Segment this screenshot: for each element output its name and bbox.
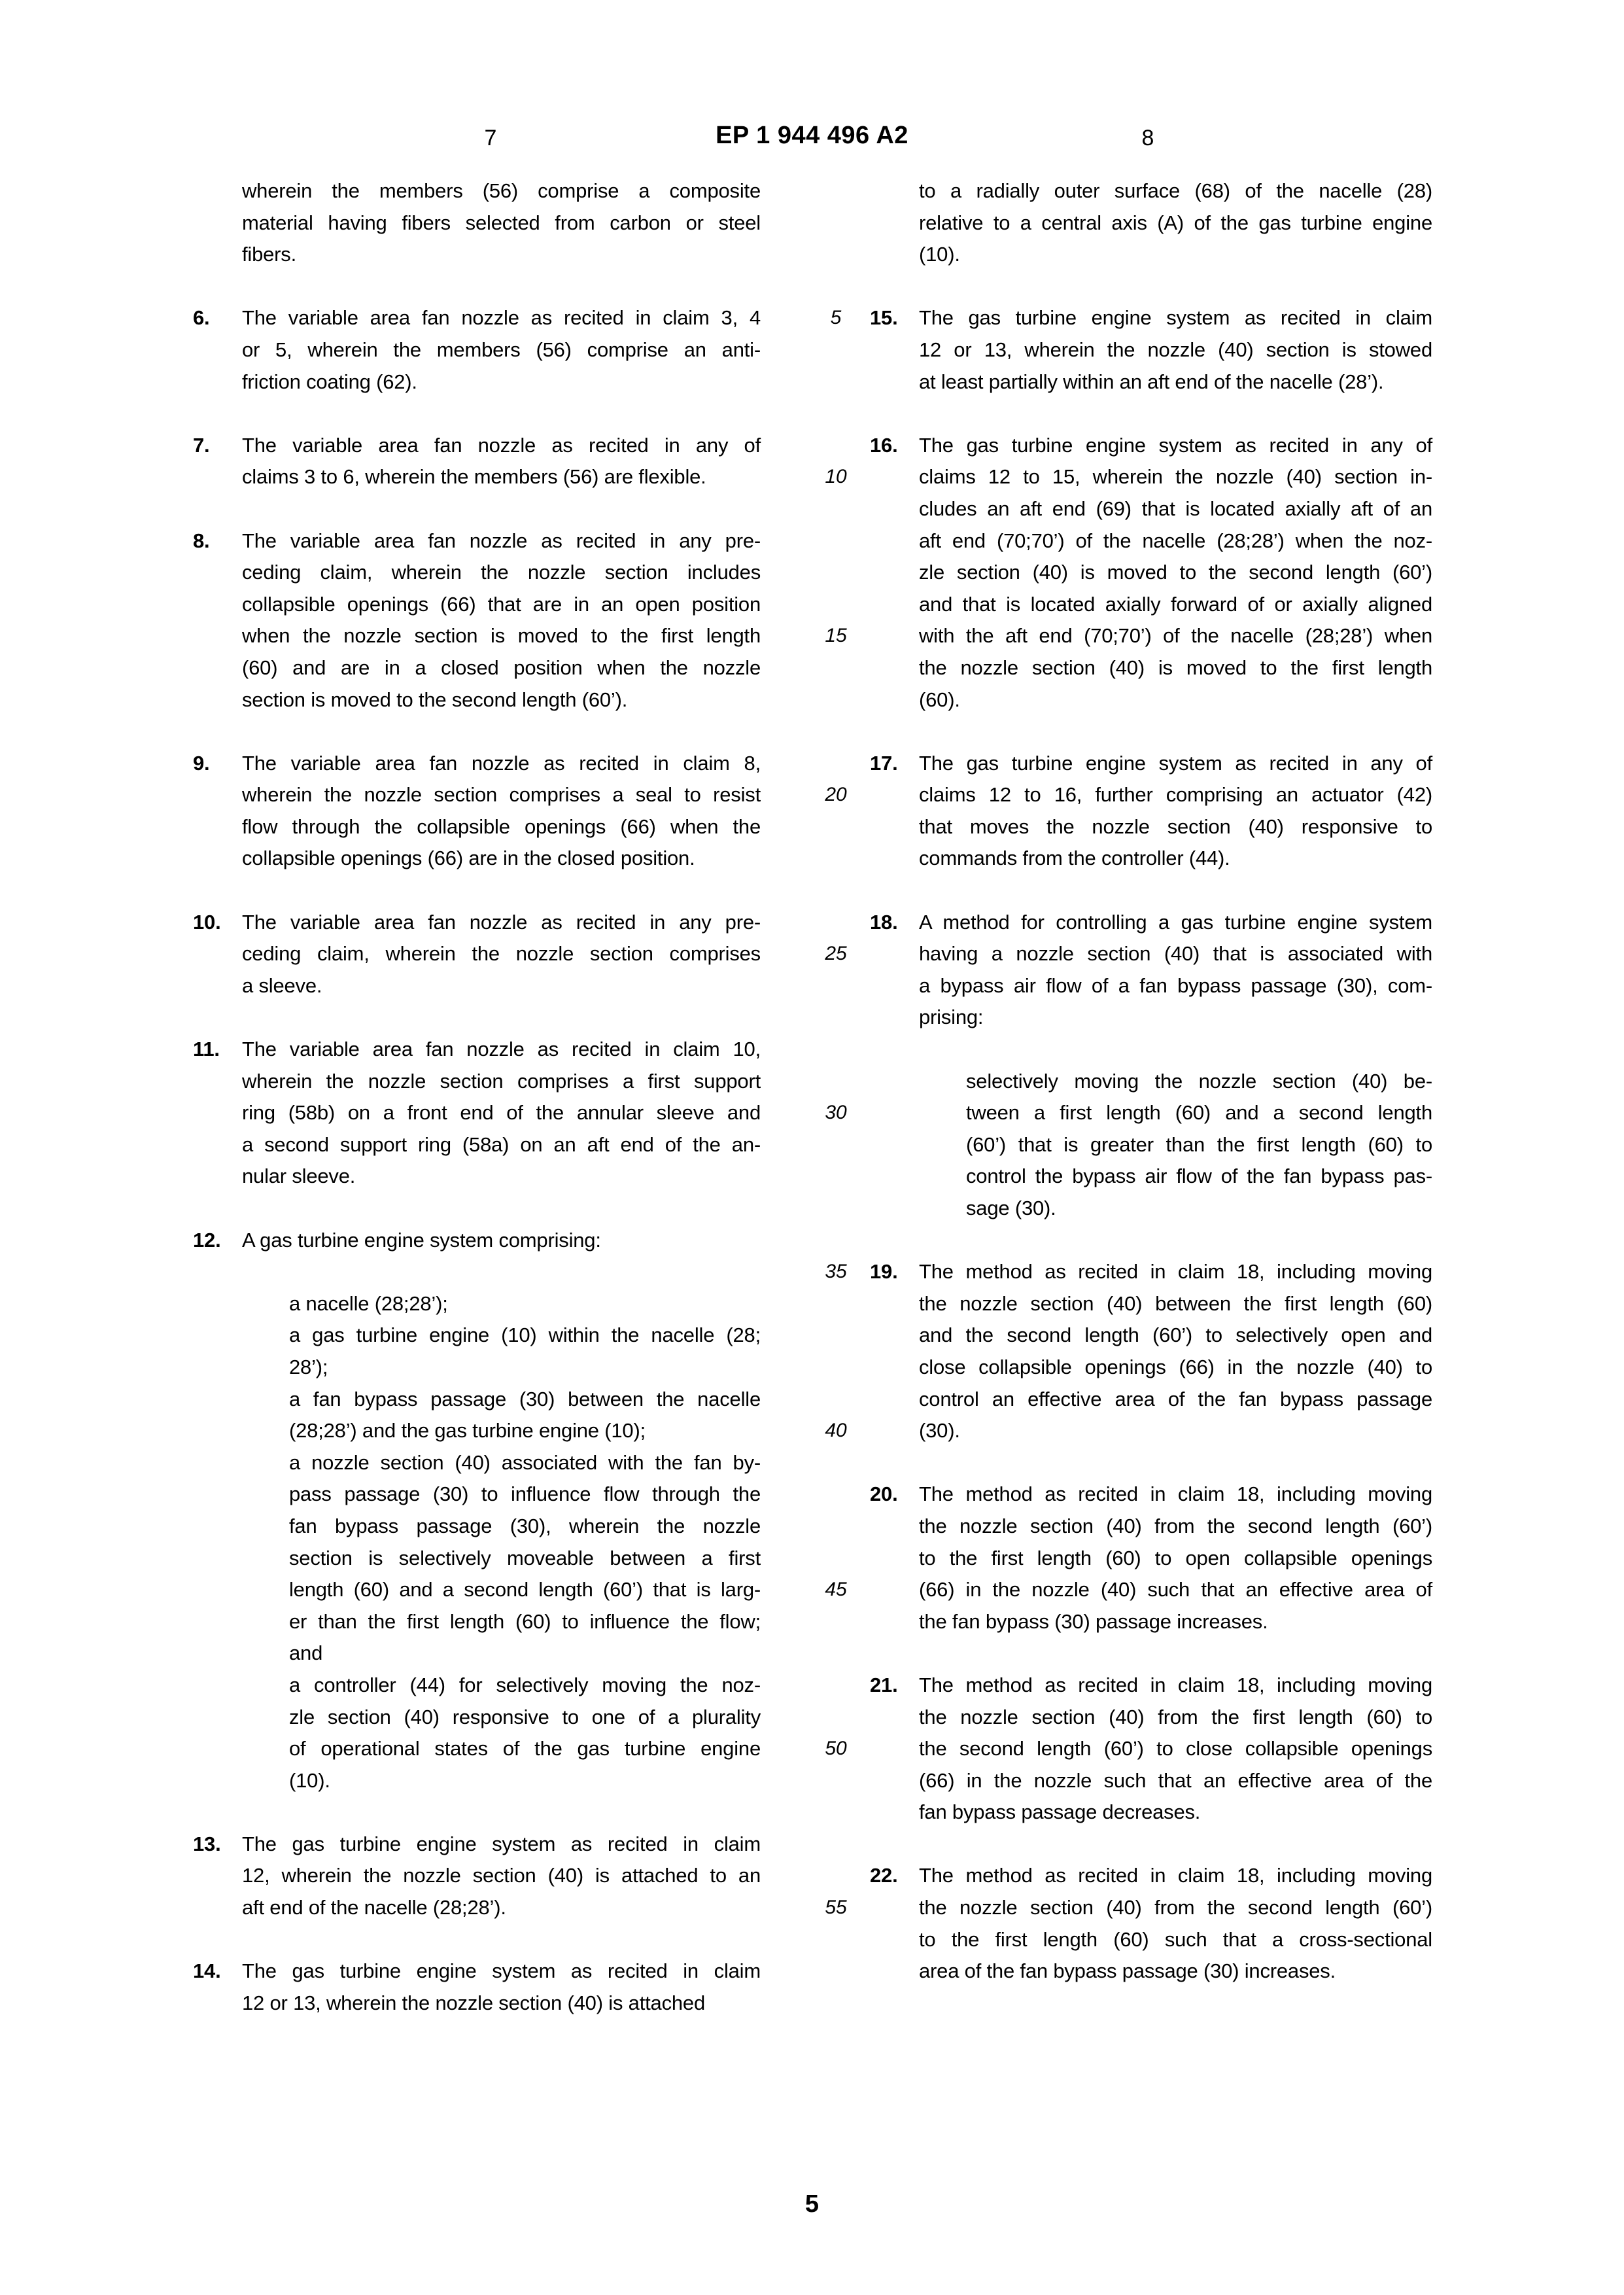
claim-text-line: cludes an aft end (69) that is located axially aft of an: [919, 497, 1432, 520]
claim-text-line: at least partially within an aft end of the nacelle (28’).: [919, 370, 1384, 393]
claim-text-line: (30).: [919, 1419, 960, 1443]
claim-text-line: claims 12 to 16, further comprising an actuator (42): [919, 783, 1432, 807]
claim-part: [242, 1034, 761, 1193]
claim-text-line: a nacelle (28;28’);: [289, 1291, 448, 1315]
claim-text-line: 12 or 13, wherein the nozzle (40) section is stowed: [919, 338, 1432, 361]
claim-21: [870, 1670, 1432, 1829]
claim-text-line: length (60) and a second length (60’) that is larg-: [289, 1578, 761, 1602]
claim-number: 13.: [193, 1832, 221, 1855]
claim-19: [870, 1256, 1432, 1447]
claim-body: [242, 748, 761, 875]
claim-text-line: The gas turbine engine system as recited in claim: [242, 1959, 761, 1983]
claim-body: [242, 430, 761, 493]
claim-text-line: 12, wherein the nozzle section (40) is attached to an: [242, 1864, 761, 1887]
claim-text-line: (60).: [919, 688, 960, 711]
claim-10: [193, 907, 761, 1002]
claim-text-line: wherein the members (56) comprise a composite: [242, 179, 761, 202]
claim-body: [242, 302, 761, 398]
claim-text-line: ring (58b) on a front end of the annular sleeve and: [242, 1101, 761, 1125]
claim-part: [242, 748, 761, 875]
claim-22: [870, 1860, 1432, 1987]
claim-text-line: a gas turbine engine (10) within the nacelle (28;: [289, 1323, 761, 1347]
left-column-page-number: 7: [484, 126, 497, 150]
claim-body: [919, 1860, 1432, 1987]
claim-part: [919, 1860, 1432, 1987]
margin-line-number: 15: [825, 625, 847, 647]
claim-text-line: fan bypass passage decreases.: [919, 1800, 1201, 1824]
claim-text-line: friction coating (62).: [242, 370, 417, 393]
claim-text-line: zle section (40) is moved to the second length (60’): [919, 561, 1432, 584]
claim-body: [919, 430, 1432, 716]
claim-body: [919, 175, 1432, 271]
claim-text-line: The method as recited in claim 18, including moving: [919, 1864, 1432, 1887]
claim-text-line: (28;28’) and the gas turbine engine (10);: [289, 1419, 646, 1443]
claim-13: [193, 1829, 761, 1924]
claim-part: [919, 748, 1432, 875]
claim-text-line: a nozzle section (40) associated with the fan by-: [289, 1450, 761, 1474]
margin-line-number: 40: [825, 1420, 847, 1442]
claim-text-line: the nozzle section (40) is moved to the first length: [919, 656, 1432, 679]
claim-text-line: The gas turbine engine system as recited in any of: [919, 433, 1432, 457]
claim-number: 12.: [193, 1228, 221, 1252]
claim-15: [870, 302, 1432, 398]
claim-12: [193, 1225, 761, 1797]
claim-text-line: wherein the nozzle section comprises a seal to resist: [242, 783, 761, 807]
claim-text-line: the nozzle section (40) from the first length (60) to: [919, 1705, 1432, 1728]
claim-text-line: and the second length (60’) to selectively open and: [919, 1323, 1432, 1347]
claim-part: [919, 1256, 1432, 1447]
claim-text-line: a sleeve.: [242, 973, 322, 997]
claim-text-line: ceding claim, wherein the nozzle section comprises: [242, 942, 761, 966]
claim-text-line: The variable area fan nozzle as recited in claim 8,: [242, 751, 761, 775]
claim-body: [242, 1829, 761, 1924]
claim-number: 20.: [870, 1482, 898, 1506]
claim-18: [870, 907, 1432, 1225]
claim-text-line: control an effective area of the fan bypass passage: [919, 1387, 1432, 1410]
claim-part: [919, 1479, 1432, 1638]
claim-14: [193, 1955, 761, 2019]
document-number: EP 1 944 496 A2: [716, 122, 908, 149]
claim-text-line: to the first length (60) to open collapsible openings: [919, 1546, 1432, 1569]
claim-17: [870, 748, 1432, 875]
claim-text-line: and that is located axially forward of or axially aligned: [919, 592, 1432, 616]
page-footer: [0, 2190, 1624, 2218]
claim-text-line: 28’);: [289, 1355, 328, 1378]
claim-number: 22.: [870, 1864, 898, 1887]
margin-line-number: 55: [825, 1897, 847, 1919]
claim-number: 8.: [193, 529, 210, 552]
claim-text-line: The variable area fan nozzle as recited in claim 10,: [242, 1038, 761, 1061]
claim-text-line: the nozzle section (40) from the second length (60’): [919, 1896, 1432, 1919]
claim-text-line: aft end of the nacelle (28;28’).: [242, 1896, 506, 1919]
claim-body: [242, 1034, 761, 1193]
claim-text-line: (10).: [289, 1768, 330, 1792]
claim-text-line: close collapsible openings (66) in the nozzle (40) to: [919, 1355, 1432, 1378]
claim-text-line: fan bypass passage (30), wherein the nozzle: [289, 1514, 761, 1537]
claim-text-line: collapsible openings (66) that are in an open position: [242, 592, 761, 616]
claim-text-line: (10).: [919, 243, 960, 266]
sheet-page-number: 5: [804, 2190, 820, 2218]
claim-number: 7.: [193, 433, 210, 457]
claim-text-line: (60) and are in a closed position when the nozzle: [242, 656, 761, 679]
claim-text-line: (66) in the nozzle (40) such that an effective area of: [919, 1578, 1432, 1602]
claims-column-left: [193, 175, 761, 2019]
claim-text-line: a bypass air flow of a fan bypass passage (30), com-: [919, 973, 1432, 997]
claim-text-line: The variable area fan nozzle as recited in any pre-: [242, 910, 761, 934]
claim-body: [919, 1479, 1432, 1638]
claim-number: 14.: [193, 1959, 221, 1983]
claim-part: [242, 525, 761, 716]
claim-text-line: flow through the collapsible openings (66) when the: [242, 815, 761, 838]
claim-text-line: The gas turbine engine system as recited in any of: [919, 751, 1432, 775]
claim-8: [193, 525, 761, 716]
claim-text-line: er than the first length (60) to influence the flow;: [289, 1609, 761, 1633]
claim-text-line: A method for controlling a gas turbine engine system: [919, 910, 1432, 934]
claim-text-line: tween a first length (60) and a second length: [966, 1101, 1432, 1125]
margin-line-number: 25: [825, 943, 847, 965]
claim-text-line: claims 3 to 6, wherein the members (56) are flexible.: [242, 465, 706, 489]
claim-text-line: a fan bypass passage (30) between the nacelle: [289, 1387, 761, 1410]
margin-line-number: 35: [825, 1261, 847, 1283]
claim-text-line: a second support ring (58a) on an aft end of the an-: [242, 1132, 761, 1156]
claim-text-line: prising:: [919, 1006, 984, 1029]
claim-part: [919, 430, 1432, 716]
claim-text-line: section is moved to the second length (60’).: [242, 688, 628, 711]
claim-text-line: The gas turbine engine system as recited in claim: [242, 1832, 761, 1855]
claim-body: [242, 1225, 761, 1797]
claim-part: [919, 302, 1432, 398]
claim-text-line: relative to a central axis (A) of the gas turbine engine: [919, 211, 1432, 234]
claim-text-line: 12 or 13, wherein the nozzle section (40) is attached: [242, 1991, 705, 2014]
margin-line-number: 50: [825, 1738, 847, 1760]
claim-number: 9.: [193, 751, 210, 775]
claim-text-line: (66) in the nozzle such that an effective area of the: [919, 1768, 1432, 1792]
claim-part: [242, 302, 761, 398]
claim-text-line: to a radially outer surface (68) of the nacelle (28): [919, 179, 1432, 202]
claim-text-line: nular sleeve.: [242, 1165, 356, 1188]
claim-indented-part: [289, 1288, 761, 1797]
margin-line-number: 45: [825, 1579, 847, 1601]
claim-6: [193, 302, 761, 398]
claim-text-line: the nozzle section (40) from the second length (60’): [919, 1514, 1432, 1537]
margin-line-number: 30: [825, 1102, 847, 1124]
claim-text-line: The gas turbine engine system as recited in claim: [919, 306, 1432, 330]
claim-text-line: The variable area fan nozzle as recited in any pre-: [242, 529, 761, 552]
claim-text-line: that moves the nozzle section (40) responsive to: [919, 815, 1432, 838]
claim-text-line: The variable area fan nozzle as recited in claim 3, 4: [242, 306, 761, 330]
claim-text-line: wherein the nozzle section comprises a first support: [242, 1069, 761, 1093]
claim-number: 21.: [870, 1673, 898, 1696]
claim-text-line: aft end (70;70’) of the nacelle (28;28’) when the noz-: [919, 529, 1432, 552]
claim-text-line: selectively moving the nozzle section (40) be-: [966, 1069, 1432, 1093]
right-column-page-number: 8: [1141, 126, 1154, 150]
claims-column-right: [870, 175, 1432, 1988]
claim-number: 18.: [870, 910, 898, 934]
claim-body: [242, 175, 761, 271]
claim-number: 11.: [193, 1038, 220, 1061]
claim-body: [242, 1955, 761, 2019]
claim-16: [870, 430, 1432, 716]
claim-number: 6.: [193, 306, 210, 330]
claim-7: [193, 430, 761, 493]
claim-text-line: collapsible openings (66) are in the closed position.: [242, 847, 695, 870]
claim-part: [242, 1955, 761, 2019]
claim-11: [193, 1034, 761, 1193]
claim-body: [242, 525, 761, 716]
margin-line-number: 5: [830, 307, 842, 329]
claim-9: [193, 748, 761, 875]
claim-text-line: ceding claim, wherein the nozzle section includes: [242, 561, 761, 584]
claim-indented-part: [966, 1066, 1432, 1225]
claim-text-line: A gas turbine engine system comprising:: [242, 1228, 601, 1252]
claim-number: 16.: [870, 433, 898, 457]
claim-body: [242, 907, 761, 1002]
claim-text-line: the fan bypass (30) passage increases.: [919, 1609, 1268, 1633]
claim-part: [242, 1225, 761, 1257]
claim-number: 10.: [193, 910, 221, 934]
claim-text-line: The variable area fan nozzle as recited in any of: [242, 433, 761, 457]
margin-line-number: 20: [825, 784, 847, 806]
claim-text-line: (60’) that is greater than the first length (60) to: [966, 1132, 1432, 1156]
claim-text-line: The method as recited in claim 18, including moving: [919, 1673, 1432, 1696]
claim-text-line: area of the fan bypass passage (30) increases.: [919, 1959, 1336, 1983]
claim-text-line: and: [289, 1641, 323, 1665]
claim-text-line: the nozzle section (40) between the first length (60): [919, 1291, 1432, 1315]
claim-body: [919, 1670, 1432, 1829]
claim-text-line: zle section (40) responsive to one of a plurality: [289, 1705, 761, 1728]
claim-text-line: fibers.: [242, 243, 297, 266]
claim-text-line: having a nozzle section (40) that is associated with: [919, 942, 1432, 966]
claim-continuation: [870, 175, 1432, 271]
claim-part: [919, 175, 1432, 271]
claim-body: [919, 302, 1432, 398]
claim-text-line: The method as recited in claim 18, including moving: [919, 1482, 1432, 1506]
claim-continuation: [193, 175, 761, 271]
claim-text-line: of operational states of the gas turbine engine: [289, 1737, 761, 1761]
claim-body: [919, 748, 1432, 875]
claim-text-line: with the aft end (70;70’) of the nacelle (28;28’) when: [919, 624, 1432, 648]
claim-text-line: sage (30).: [966, 1197, 1056, 1219]
claim-text-line: section is selectively moveable between a first: [289, 1546, 761, 1569]
claim-20: [870, 1479, 1432, 1638]
claim-text-line: pass passage (30) to influence flow through the: [289, 1482, 761, 1506]
claim-text-line: commands from the controller (44).: [919, 847, 1230, 870]
claim-body: [919, 1256, 1432, 1447]
claim-part: [242, 1829, 761, 1924]
claim-text-line: when the nozzle section is moved to the first length: [242, 624, 761, 648]
claim-text-line: the second length (60’) to close collapsible openings: [919, 1737, 1432, 1761]
claim-number: 15.: [870, 306, 898, 330]
claim-number: 17.: [870, 751, 898, 775]
claim-text-line: a controller (44) for selectively moving the noz-: [289, 1673, 761, 1696]
claim-text-line: material having fibers selected from carbon or steel: [242, 211, 761, 234]
claim-body: [919, 907, 1432, 1225]
claim-text-line: claims 12 to 15, wherein the nozzle (40) section in-: [919, 465, 1432, 489]
claim-part: [242, 907, 761, 1002]
claim-number: 19.: [870, 1260, 898, 1284]
claim-text-line: or 5, wherein the members (56) comprise an anti-: [242, 338, 761, 361]
claim-part: [919, 907, 1432, 1034]
claim-part: [242, 430, 761, 493]
claim-part: [919, 1670, 1432, 1829]
claim-part: [242, 175, 761, 271]
margin-line-number: 10: [825, 466, 847, 488]
claim-text-line: to the first length (60) such that a cross-sectional: [919, 1927, 1432, 1951]
claim-text-line: control the bypass air flow of the fan bypass pas-: [966, 1165, 1432, 1188]
claim-text-line: The method as recited in claim 18, including moving: [919, 1260, 1432, 1284]
